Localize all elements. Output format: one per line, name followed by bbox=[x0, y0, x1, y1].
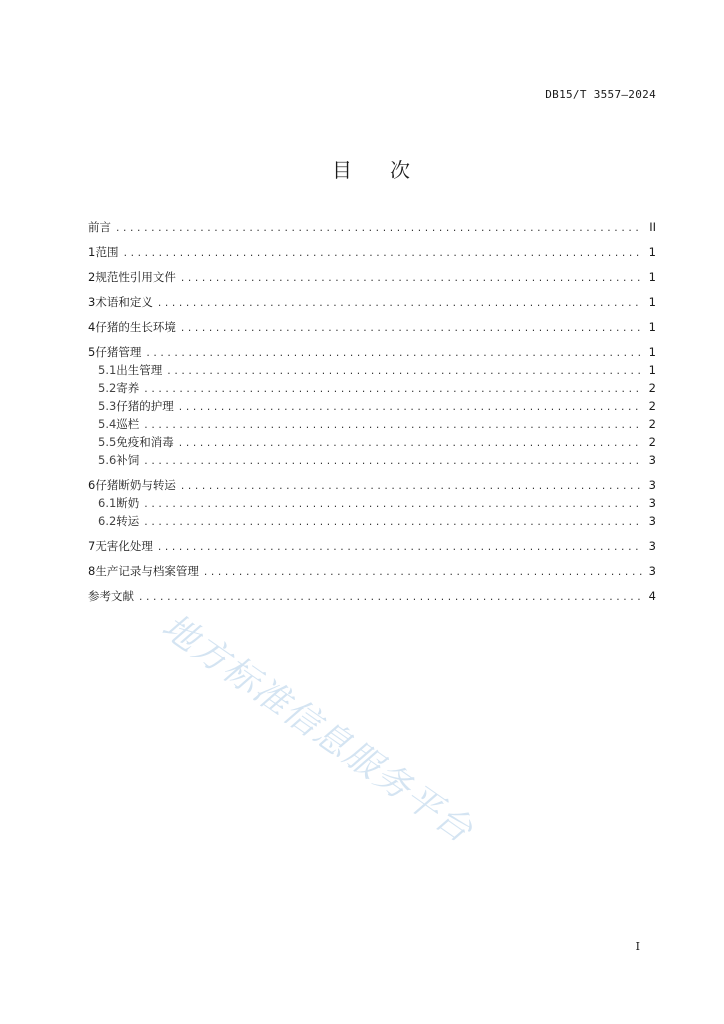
toc-leader bbox=[143, 381, 642, 399]
toc-number: 5.6 bbox=[98, 453, 117, 467]
toc-number: 1 bbox=[88, 245, 96, 259]
toc-number: 5.3 bbox=[98, 399, 117, 413]
toc-label: 寄养 bbox=[116, 381, 140, 395]
toc-page: 1 bbox=[648, 345, 656, 359]
page-title bbox=[0, 154, 724, 183]
toc-entry-5[interactable] bbox=[88, 343, 656, 361]
toc-leader bbox=[180, 270, 642, 288]
toc-number: 5 bbox=[88, 345, 96, 359]
document-code: DB15/T 3557—2024 bbox=[545, 88, 656, 101]
toc-entry-8[interactable] bbox=[88, 562, 656, 580]
toc-entry-7[interactable] bbox=[88, 537, 656, 555]
toc-page: 3 bbox=[648, 478, 656, 492]
toc-leader bbox=[180, 478, 642, 496]
toc-label: 转运 bbox=[116, 514, 140, 528]
toc-entry-5-5[interactable] bbox=[88, 433, 656, 451]
table-of-contents bbox=[88, 218, 656, 605]
toc-number: 2 bbox=[88, 270, 96, 284]
toc-label: 出生管理 bbox=[116, 363, 163, 377]
toc-label: 生产记录与档案管理 bbox=[95, 564, 199, 578]
title-char-left: 目 bbox=[332, 158, 352, 182]
watermark: 地方标准信息服务平台 bbox=[154, 606, 481, 852]
toc-label: 仔猪断奶与转运 bbox=[95, 478, 176, 492]
toc-entry-3[interactable] bbox=[88, 293, 656, 311]
toc-number: 8 bbox=[88, 564, 96, 578]
toc-page: 2 bbox=[648, 381, 656, 395]
toc-entry-4[interactable] bbox=[88, 318, 656, 336]
toc-label: 仔猪的护理 bbox=[116, 399, 174, 413]
toc-leader bbox=[138, 589, 642, 607]
toc-leader bbox=[115, 220, 642, 238]
toc-entry-5-3[interactable] bbox=[88, 397, 656, 415]
toc-leader bbox=[157, 295, 642, 313]
toc-number: 6 bbox=[88, 478, 96, 492]
toc-label: 巡栏 bbox=[116, 417, 140, 431]
toc-page: 3 bbox=[648, 539, 656, 553]
toc-label: 仔猪的生长环境 bbox=[95, 320, 176, 334]
toc-leader bbox=[123, 245, 642, 263]
toc-entry-6-2[interactable] bbox=[88, 512, 656, 530]
toc-number: 5.1 bbox=[98, 363, 117, 377]
toc-page: 2 bbox=[648, 435, 656, 449]
toc-page: II bbox=[649, 220, 656, 234]
toc-entry-6-1[interactable] bbox=[88, 494, 656, 512]
toc-leader bbox=[166, 363, 642, 381]
toc-leader bbox=[203, 564, 642, 582]
toc-leader bbox=[178, 399, 642, 417]
toc-leader bbox=[143, 417, 642, 435]
toc-number: 7 bbox=[88, 539, 96, 553]
toc-leader bbox=[157, 539, 642, 557]
toc-label: 免疫和消毒 bbox=[116, 435, 174, 449]
toc-entry-6[interactable] bbox=[88, 476, 656, 494]
toc-leader bbox=[180, 320, 642, 338]
toc-number: 6.1 bbox=[98, 496, 117, 510]
toc-page: 2 bbox=[648, 399, 656, 413]
toc-page: 3 bbox=[648, 564, 656, 578]
toc-entry-2[interactable] bbox=[88, 268, 656, 286]
toc-number: 5.4 bbox=[98, 417, 117, 431]
toc-label: 仔猪管理 bbox=[95, 345, 142, 359]
toc-page: 1 bbox=[648, 363, 656, 377]
toc-leader bbox=[143, 453, 642, 471]
title-char-right: 次 bbox=[390, 158, 410, 182]
toc-leader bbox=[145, 345, 642, 363]
toc-label: 范围 bbox=[95, 245, 119, 259]
toc-page: 1 bbox=[648, 320, 656, 334]
toc-page: 4 bbox=[648, 589, 656, 603]
toc-label: 前言 bbox=[88, 220, 111, 234]
toc-page: 3 bbox=[648, 453, 656, 467]
toc-page: 2 bbox=[648, 417, 656, 431]
page-number: I bbox=[635, 940, 640, 953]
toc-number: 3 bbox=[88, 295, 96, 309]
toc-leader bbox=[143, 514, 642, 532]
toc-page: 1 bbox=[648, 245, 656, 259]
toc-entry-1[interactable] bbox=[88, 243, 656, 261]
toc-entry-5-2[interactable] bbox=[88, 379, 656, 397]
toc-page: 3 bbox=[648, 514, 656, 528]
toc-label: 无害化处理 bbox=[95, 539, 153, 553]
toc-leader bbox=[143, 496, 642, 514]
toc-label: 断奶 bbox=[116, 496, 140, 510]
toc-entry-preface[interactable] bbox=[88, 218, 656, 236]
toc-number: 4 bbox=[88, 320, 96, 334]
toc-page: 1 bbox=[648, 295, 656, 309]
toc-page: 1 bbox=[648, 270, 656, 284]
toc-number: 5.5 bbox=[98, 435, 117, 449]
toc-label: 补饲 bbox=[116, 453, 140, 467]
toc-label: 术语和定义 bbox=[95, 295, 153, 309]
toc-entry-5-6[interactable] bbox=[88, 451, 656, 469]
toc-number: 5.2 bbox=[98, 381, 117, 395]
toc-entry-5-1[interactable] bbox=[88, 361, 656, 379]
toc-entry-references[interactable] bbox=[88, 587, 656, 605]
toc-number: 6.2 bbox=[98, 514, 117, 528]
toc-label: 参考文献 bbox=[88, 589, 134, 603]
toc-label: 规范性引用文件 bbox=[95, 270, 176, 284]
toc-page: 3 bbox=[648, 496, 656, 510]
toc-leader bbox=[178, 435, 642, 453]
toc-entry-5-4[interactable] bbox=[88, 415, 656, 433]
